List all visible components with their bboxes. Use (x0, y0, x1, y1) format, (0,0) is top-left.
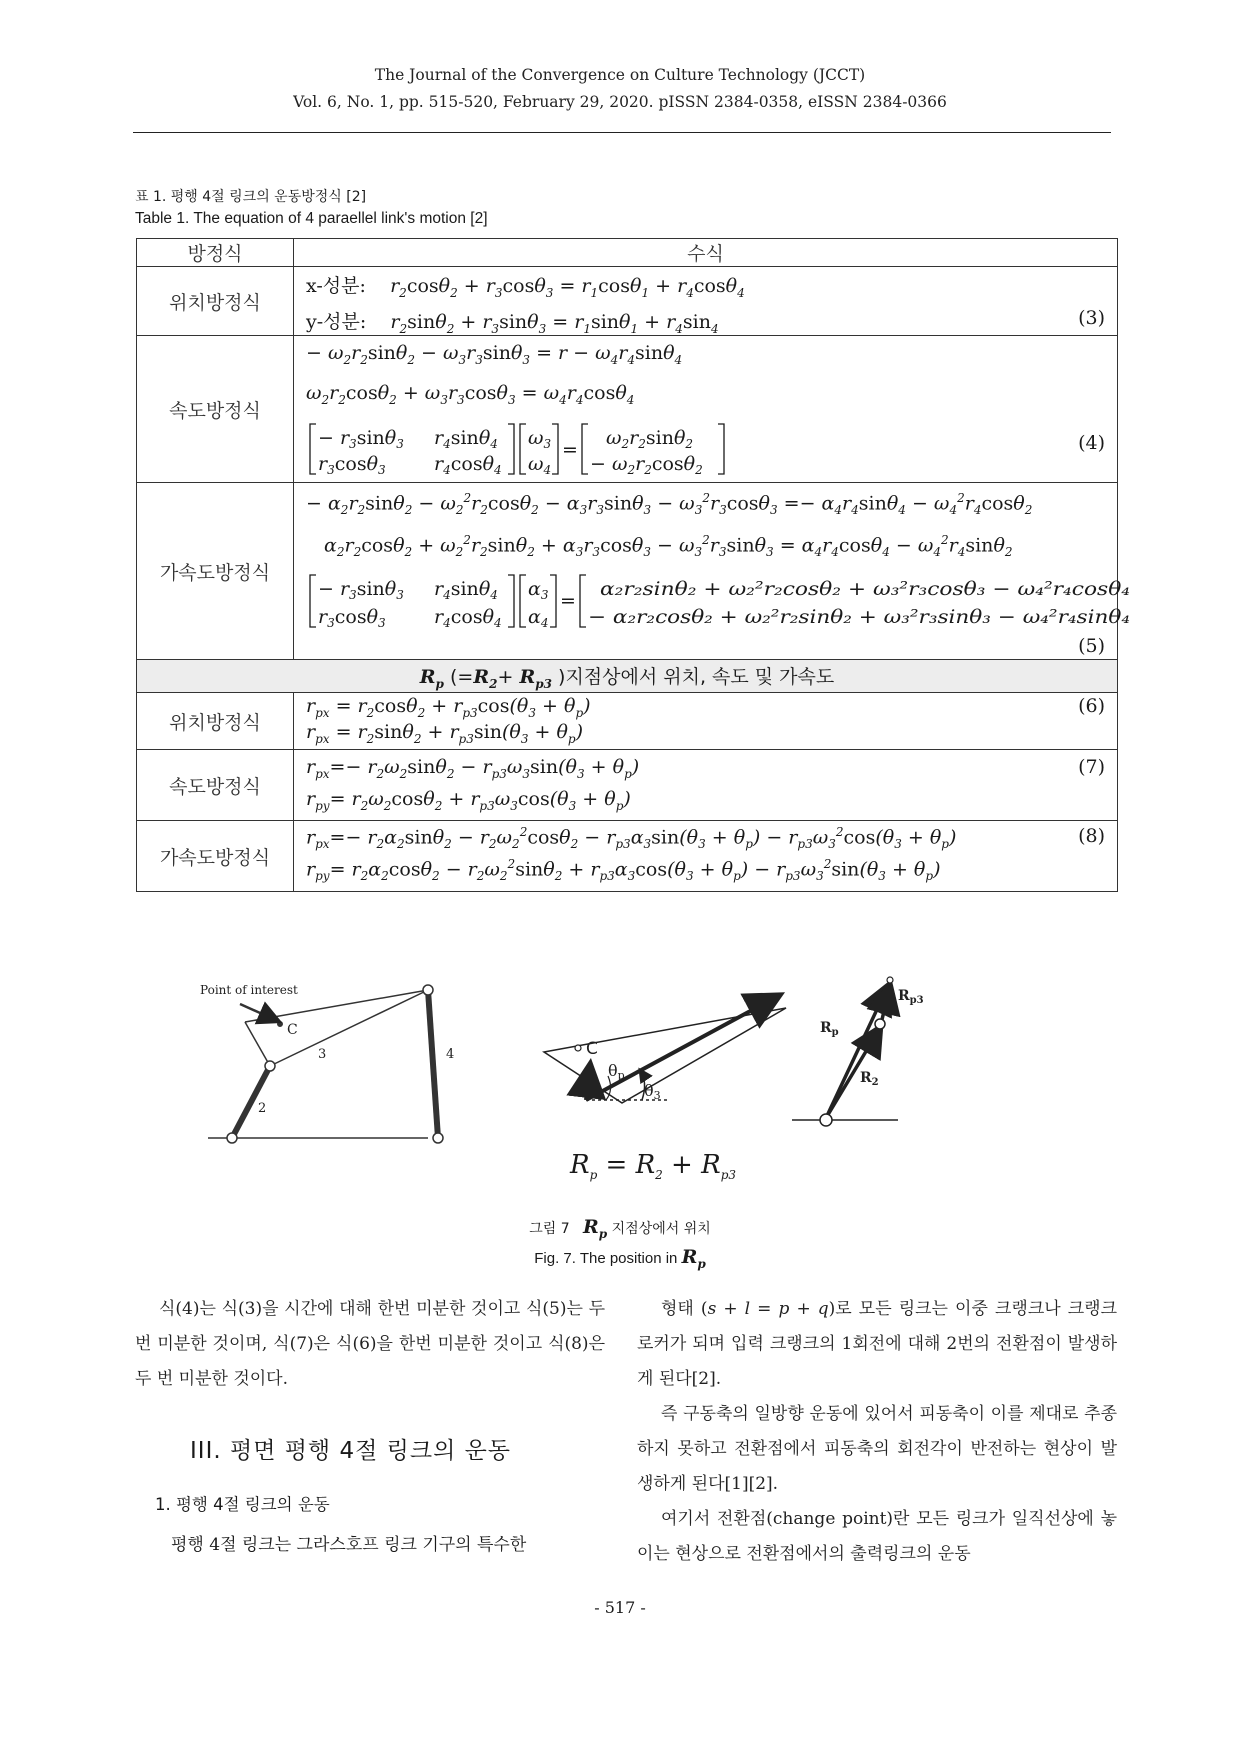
svg-text:− r3sinθ3: − $r_3\sin\theta_3$ (318, 427, 404, 451)
rp-label: $R_p$ (820, 1020, 839, 1038)
grashof-formula: s + l = p + q (707, 1299, 829, 1319)
svg-text:α3: $\alpha_3$ (528, 578, 549, 602)
row-acceleration (137, 483, 1118, 660)
paragraph: 여기서 전환점(change point)란 모든 링크가 일직선상에 놓이는 현상으로 전환점에서의 출력링크의 운동 (637, 1509, 1117, 1564)
equation-number: (7) (1078, 756, 1105, 778)
acceleration-matrix (306, 483, 1132, 633)
theta-3-label: θ3 (644, 1081, 661, 1102)
label-link-4: 4 (446, 1047, 455, 1062)
formula-cell (294, 483, 1130, 660)
eq-line: $r_{py}= r_2\alpha_2\cos\theta_2 - r_2\omega_2^2\sin\theta_2 + r_{p3}\alpha_3\cos(\theta_3 + \theta_p) - r_{p3}\omega_3^2\sin(\theta_3 + \theta_p)$ (306, 857, 941, 884)
theta-p-label: θp (608, 1061, 625, 1082)
eq-line: $r_{px} = r_2\sin\theta_2 + r_{p3}\sin(\theta_3 + \theta_p)$ (306, 721, 584, 746)
svg-text:− α₂r₂cosθ₂ + ω₂²r₂sinθ₂ + ω₃²: − α₂r₂cosθ₂ + ω₂²r₂sinθ₂ + ω₃²r₃sinθ₃ − ω₄²r₄sinθ₄ (588, 606, 1130, 628)
label-link-3: 3 (318, 1047, 327, 1062)
equation-table (136, 238, 1130, 892)
eq-line: $r_{px} = r_2\cos\theta_2 + r_{p3}\cos(\theta_3 + \theta_p)$ (306, 695, 591, 720)
label-link-2: 2 (258, 1101, 267, 1116)
svg-text:ω3: $\omega_3$ (528, 427, 552, 451)
svg-text:ω2r2sinθ2: $\omega_2r_2\sin\theta_2$ (606, 427, 694, 451)
table-caption-en: Table 1. The equation of 4 paraellel link's motion [2] (135, 210, 488, 227)
svg-text:=: = (562, 439, 578, 461)
equation-number: (4) (1078, 432, 1105, 454)
volume-info: Vol. 6, No. 1, pp. 515-520, February 29, 2020. pISSN 2384-0358, eISSN 2384-0366 (293, 93, 947, 111)
paragraph: 식(4)는 식(3)을 시간에 대해 한번 미분한 것이고 식(5)는 두 번 미분한 것이며, 식(7)은 식(6)을 한번 미분한 것이고 식(8)은 두 번 미분한 것이다. (135, 1299, 605, 1389)
svg-text:r3cosθ3: $r_3\cos\theta_3$ (318, 453, 386, 477)
linkage-diagram (208, 985, 443, 1143)
equation-number: (3) (1078, 307, 1105, 329)
eq-line: $r_{px}=- r_2\omega_2\sin\theta_2 - r_{p3}\omega_3\sin(\theta_3 + \theta_p)$ (306, 756, 640, 781)
eq-line: − $\alpha_2r_2\sin\theta_2 - \omega_2^2r_2\cos\theta_2 - \alpha_3r_3\sin\theta_3 - \omega_3^2r_3\cos\theta_3 =- \alpha_4r_4\sin\theta_4 - \omega_4^2r_4\cos\theta_2$ (306, 491, 1033, 518)
page-number: - 517 - (594, 1598, 646, 1617)
row-position (137, 267, 1118, 336)
svg-text:− ω2r2cosθ2: − $\omega_2r_2\cos\theta_2$ (590, 453, 703, 477)
col-header-formula: 수식 (294, 239, 1118, 267)
formula-cell (294, 821, 1118, 892)
row-rp-acceleration (137, 821, 1118, 892)
row-label: 위치방정식 (137, 267, 294, 336)
x-component-label: x-성분: (306, 275, 366, 297)
table-mid-header (137, 660, 1118, 693)
point-of-interest-label: Point of interest (200, 983, 298, 997)
equation-number: (6) (1078, 695, 1105, 717)
row-label: 속도방정식 (137, 336, 294, 483)
label-c: C (287, 1022, 298, 1038)
running-header (0, 62, 1240, 116)
eq-line: $r_{py}= r_2\omega_2\cos\theta_2 + r_{p3}\omega_3\cos(\theta_3 + \theta_p)$ (306, 788, 631, 813)
svg-text:α4: $\alpha_4$ (528, 606, 549, 630)
svg-text:r4cosθ4: $r_4\cos\theta_4$ (434, 606, 502, 630)
figure-caption-en: Fig. 7. The position in $R_p$ (534, 1246, 706, 1271)
figure-formula: $R_p = R_2 + R_{p3}$ (570, 1150, 737, 1183)
eq-line: $\omega_2r_2\cos\theta_2 + \omega_3r_3\cos\theta_3 = \omega_4r_4\cos\theta_4$ (306, 382, 635, 407)
col-header-equation: 방정식 (137, 239, 294, 267)
figure-caption-ko: 그림 7 $R_p$ 지점상에서 위치 (529, 1216, 711, 1241)
row-label: 위치방정식 (137, 693, 294, 750)
equation-number: (8) (1078, 825, 1105, 847)
vector-triangle (544, 996, 786, 1103)
table-header-row (137, 239, 1118, 267)
paragraph: 즉 구동축의 일방향 운동에 있어서 피동축이 이를 제대로 추종하지 못하고 전환점에서 피동축의 회전각이 반전하는 현상이 발생하게 된다[1][2]. (637, 1404, 1117, 1494)
row-label: 가속도방정식 (137, 483, 294, 660)
svg-text:r4sinθ4: $r_4\sin\theta_4$ (434, 578, 498, 602)
mid-header-cell: $R_p$ ($=R_2+ R_{p3}$ )지점상에서 위치, 속도 및 가속도 (137, 660, 1118, 693)
svg-text:r3cosθ3: $r_3\cos\theta_3$ (318, 606, 386, 630)
svg-text:r4cosθ4: $r_4\cos\theta_4$ (434, 453, 502, 477)
row-rp-velocity (137, 750, 1118, 821)
formula-cell (294, 750, 1118, 821)
svg-text:=: = (560, 590, 576, 612)
vector-label-c: C (586, 1039, 598, 1059)
y-component-label: y-성분: (306, 311, 367, 333)
eq-line: $r_{px}=- r_2\alpha_2\sin\theta_2 - r_2\omega_2^2\cos\theta_2 - r_{p3}\alpha_3\sin(\theta_3 + \theta_p) - r_{p3}\omega_3^2\cos(\theta_3 + \theta_p)$ (306, 825, 957, 852)
eq-line: x-성분: $r_2\cos\theta_2 + r_3\cos\theta_3 = r_1\cos\theta_1 + r_4\cos\theta_4$ (306, 275, 745, 300)
left-column (135, 1292, 605, 1397)
rp3-label: $R_{p3}$ (898, 988, 924, 1006)
formula-cell (294, 267, 1118, 336)
svg-text:α₂r₂sinθ₂ + ω₂²r₂cosθ₂ + ω₃²r₃: α₂r₂sinθ₂ + ω₂²r₂cosθ₂ + ω₃²r₃cosθ₃ − ω₄²r₄cosθ₄ (600, 578, 1130, 600)
row-label: 가속도방정식 (137, 821, 294, 892)
svg-text:− r3sinθ3: − $r_3\sin\theta_3$ (318, 578, 404, 602)
row-velocity (137, 336, 1118, 483)
subsection-title: 1. 평행 4절 링크의 운동 (155, 1495, 330, 1514)
eq-line: $\alpha_2r_2\cos\theta_2 + \omega_2^2r_2\sin\theta_2 + \alpha_3r_3\cos\theta_3 - \omega_3^2r_3\sin\theta_3 = \alpha_4r_4\cos\theta_4 - \omega_4^2r_4\sin\theta_2$ (324, 533, 1013, 560)
velocity-matrix (306, 336, 766, 482)
eq-line: − $\omega_2r_2\sin\theta_2 - \omega_3r_3\sin\theta_3 = r - \omega_4r_4\sin\theta_4$ (306, 342, 683, 367)
mid-header-text: )지점상에서 위치, 속도 및 가속도 (558, 665, 835, 688)
eq-line: y-성분: $r_2\sin\theta_2 + r_3\sin\theta_3 = r_1\sin\theta_1 + r_4\sin_4$ (306, 311, 719, 336)
header-rule (133, 132, 1111, 133)
formula-cell (294, 693, 1118, 750)
row-label: 속도방정식 (137, 750, 294, 821)
formula-cell (294, 336, 1118, 483)
paragraph: 평행 4절 링크는 그라스호프 링크 기구의 특수한 (171, 1535, 527, 1555)
journal-title: The Journal of the Convergence on Culture Technology (JCCT) (374, 66, 866, 84)
row-rp-position (137, 693, 1118, 750)
svg-text:ω4: $\omega_4$ (528, 453, 552, 477)
paragraph: 형태 (s + l = p + q)로 모든 링크는 이중 크랭크나 크랭크 로커가 되며 입력 크랭크의 1회전에 대해 2번의 전환점이 발생하게 된다[2]. (637, 1299, 1117, 1389)
r2-label: $R_2$ (860, 1070, 879, 1088)
svg-text:r4sinθ4: $r_4\sin\theta_4$ (434, 427, 498, 451)
right-column (637, 1292, 1117, 1572)
equation-number: (5) (1078, 635, 1105, 657)
vector-sum (792, 977, 898, 1126)
section-title: III. 평면 평행 4절 링크의 운동 (190, 1438, 512, 1464)
table-caption-ko: 표 1. 평행 4절 링크의 운동방정식 [2] (135, 189, 367, 205)
